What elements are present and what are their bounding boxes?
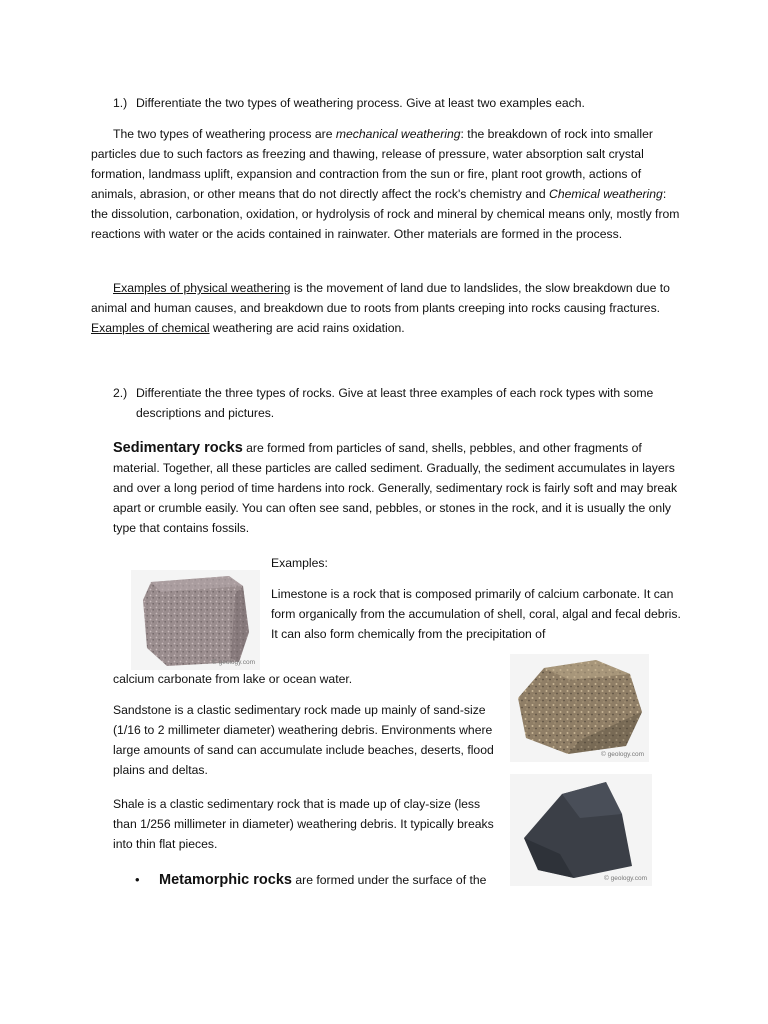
sandstone-rock-image <box>510 654 649 762</box>
examples-label: Examples: <box>271 556 328 570</box>
bullet-marker: • <box>135 872 140 887</box>
chemical-weathering-text: weathering are acid rains oxidation. <box>209 321 405 335</box>
metamorphic-bullet-item <box>135 870 539 890</box>
physical-weathering-text: is the movement of land due to landslides, the slow breakdown due to animal and human causes, and breakdown due to roots from plants creeping into rocks causing fractures. <box>91 281 670 315</box>
examples-physical-weathering: Examples of physical weathering <box>113 281 291 295</box>
limestone-photo <box>131 570 260 670</box>
limestone-text: Limestone is a rock that is composed primarily of calcium carbonate. It can form organically from the accumulation of shell, coral, algal and fecal debris. It can also form chemically from the precipitation of <box>271 587 681 641</box>
sandstone-photo-credit: © geology.com <box>601 751 644 758</box>
shale-photo-credit: © geology.com <box>604 875 647 882</box>
limestone-rock-image <box>131 570 260 670</box>
sandstone-text: Sandstone is a clastic sedimentary rock made up mainly of sand-size (1/16 to 2 millimeter diameter) weathering debris. Environments where large amounts of sand can accumulate include beaches, deserts, flood plains and deltas. <box>113 703 494 777</box>
question-1-number: 1.) <box>113 96 128 110</box>
limestone-photo-credit: © geology.com <box>212 659 255 666</box>
question-2-number: 2.) <box>113 386 128 400</box>
term-chemical-weathering: Chemical weathering <box>549 187 663 201</box>
answer-1-lead: The two types of weathering process are <box>113 127 336 141</box>
metamorphic-text: are formed under the surface of the <box>291 873 487 887</box>
sedimentary-text: are formed from particles of sand, shells, pebbles, and other fragments of material. Together, all these particles are called sediment. Gradually, the sediment accumulates in layers and over a long period of time hardens into rock. Generally, sedimentary rock is fairly soft and may break apart or crumble easily. You can often see sand, pebbles, or stones in the rock, and it is usually the only type that contains fossils. <box>113 441 678 535</box>
limestone-text-continued: calcium carbonate from lake or ocean water. <box>113 672 353 686</box>
term-mechanical-weathering: mechanical weathering <box>335 127 461 141</box>
question-1 <box>113 93 683 113</box>
shale-text: Shale is a clastic sedimentary rock that is made up of clay-size (less than 1/256 millimeter in diameter) weathering debris. It typically breaks into thin flat pieces. <box>113 797 494 851</box>
answer-1-paragraph-1 <box>91 124 685 244</box>
answer-1-chemical-definition: : the dissolution, carbonation, oxidation, or hydrolysis of rock and mineral by chemical means only, mostly from reactions with water or the acids contained in rainwater. Other materials are formed in the process. <box>91 187 680 241</box>
sedimentary-paragraph <box>113 438 685 538</box>
answer-1-mechanical-definition: : the breakdown of rock into smaller particles due to such factors as freezing and thawing, release of pressure, water absorption salt crystal formation, landmass uplift, expansion and contraction from the sun or fire, plant root growth, actions of animals, abrasion, or other means that do not directly affect the rock's chemistry and <box>91 127 653 201</box>
sedimentary-heading: Sedimentary rocks <box>113 440 243 456</box>
examples-chemical: Examples of chemical <box>91 321 210 335</box>
question-2-text: Differentiate the three types of rocks. Give at least three examples of each rock types with some descriptions and pictures. <box>136 386 654 420</box>
metamorphic-heading: Metamorphic rocks <box>159 872 292 888</box>
question-1-text: Differentiate the two types of weathering process. Give at least two examples each. <box>136 96 585 110</box>
sandstone-photo <box>510 654 649 762</box>
answer-1-paragraph-2 <box>91 278 685 338</box>
question-2 <box>113 383 683 423</box>
